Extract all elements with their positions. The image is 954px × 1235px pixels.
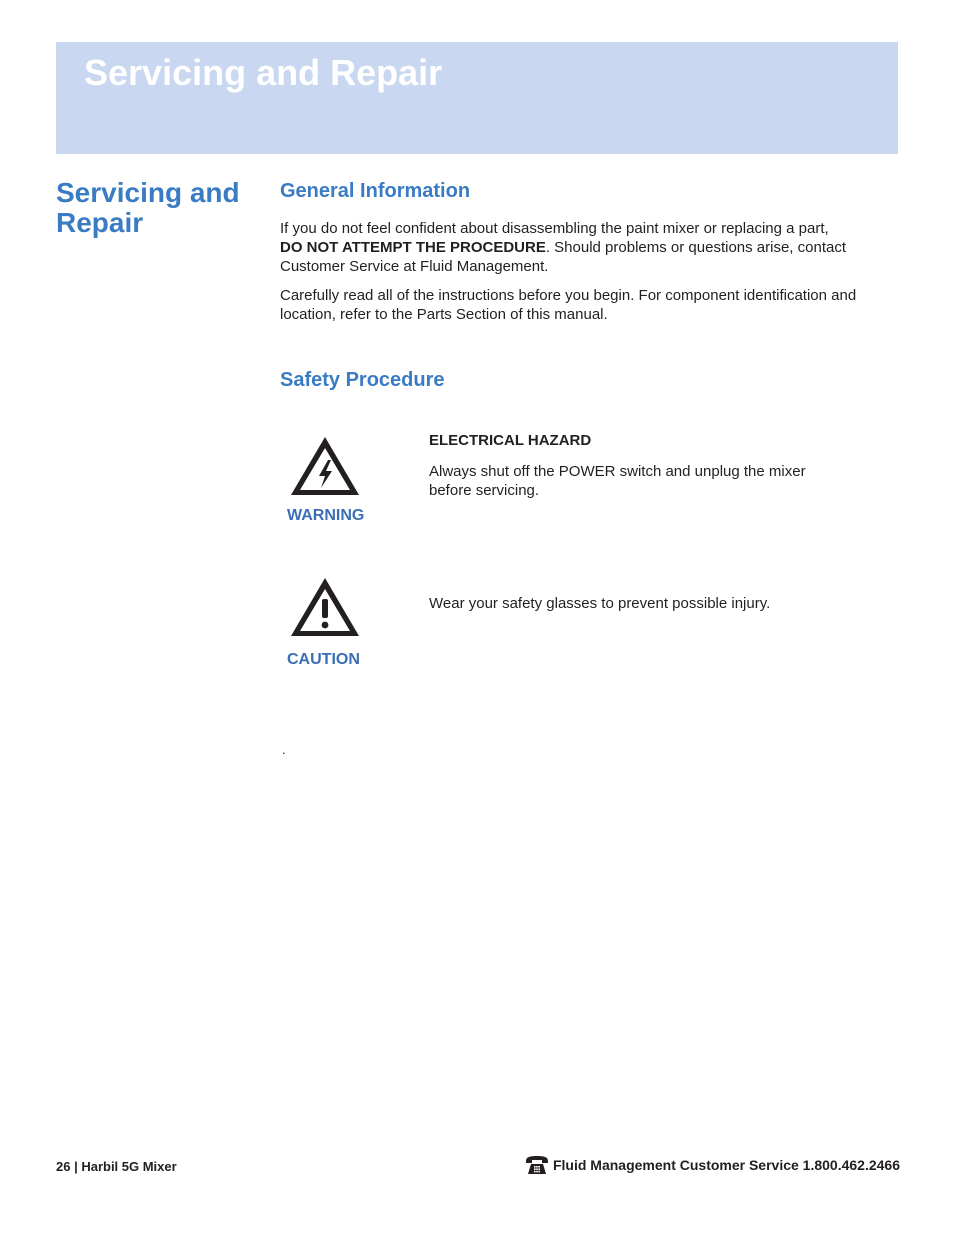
caution-label: CAUTION [287, 651, 360, 668]
banner-title: Servicing and Repair [84, 52, 443, 93]
electrical-hazard-title: ELECTRICAL HAZARD [429, 432, 592, 449]
general-information-heading: General Information [280, 180, 471, 202]
exclamation-triangle-icon [288, 575, 362, 639]
electrical-hazard-icon [288, 434, 362, 498]
general-paragraph-1 [280, 219, 880, 276]
section-title: Servicing and Repair [56, 177, 240, 238]
header-banner [56, 42, 898, 154]
electrical-hazard-text: Always shut off the POWER switch and unplug the mixer before servicing. [429, 463, 806, 499]
safety-procedure-heading: Safety Procedure [280, 369, 445, 391]
footer-page-info: 26 | Harbil 5G Mixer [56, 1159, 177, 1174]
general-p1-text-cont: . Should problems or questions arise, contact Customer Service at Fluid Management. [280, 239, 847, 275]
caution-text: Wear your safety glasses to prevent possible injury. [429, 595, 771, 612]
general-p1-text: If you do not feel confident about disassembling the paint mixer or replacing a part, [280, 220, 829, 237]
customer-service-text: Fluid Management Customer Service 1.800.462.2466 [552, 1157, 900, 1173]
footer-customer-service [525, 1155, 900, 1175]
general-p1-bold: DO NOT ATTEMPT THE PROCEDURE [280, 239, 546, 256]
warning-label: WARNING [287, 507, 365, 524]
stray-mark: . [282, 742, 286, 757]
telephone-icon [525, 1155, 549, 1175]
general-paragraph-2: Carefully read all of the instructions before you begin. For component identification and location, refer to the Parts Section of this manual. [280, 287, 857, 323]
